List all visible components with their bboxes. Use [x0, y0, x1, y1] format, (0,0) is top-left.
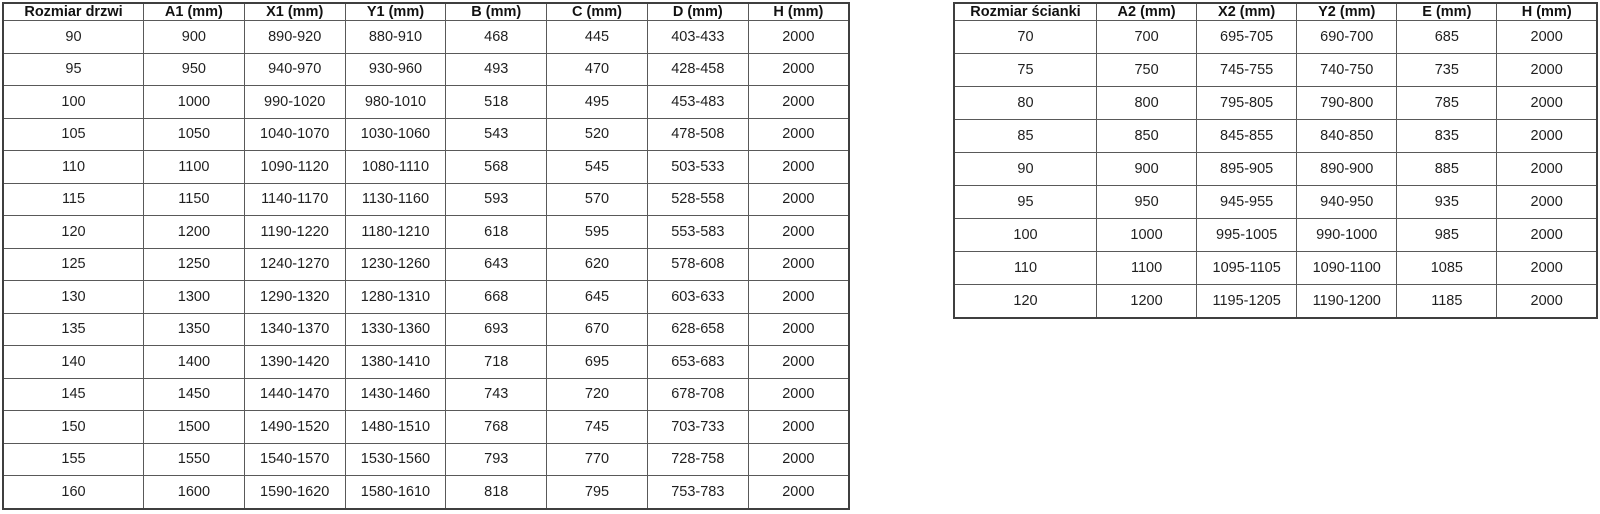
table-cell: 110: [3, 151, 144, 184]
table-cell: 595: [547, 216, 648, 249]
table-cell: 468: [446, 21, 547, 54]
table-row: [3, 313, 849, 346]
table-cell: 2000: [1497, 21, 1597, 54]
table-cell: 1600: [144, 476, 245, 510]
table-cell: 1500: [144, 411, 245, 444]
door-sizes-table: [2, 2, 850, 510]
table-row: [3, 183, 849, 216]
table-cell: 518: [446, 86, 547, 119]
header-row: [954, 3, 1597, 21]
table-row: [3, 151, 849, 184]
table-cell: 930-960: [345, 53, 446, 86]
table-cell: 950: [144, 53, 245, 86]
table-cell: 2000: [1497, 218, 1597, 251]
table-cell: 1190-1220: [244, 216, 345, 249]
table-cell: 95: [954, 185, 1097, 218]
table-cell: 1540-1570: [244, 443, 345, 476]
table-cell: 740-750: [1297, 53, 1397, 86]
table-cell: 110: [954, 251, 1097, 284]
table-cell: 2000: [748, 53, 849, 86]
table-cell: 1550: [144, 443, 245, 476]
table-cell: 628-658: [647, 313, 748, 346]
table-cell: 770: [547, 443, 648, 476]
table-cell: 2000: [1497, 86, 1597, 119]
table-cell: 603-633: [647, 281, 748, 314]
table-cell: 120: [954, 284, 1097, 318]
table-cell: 735: [1397, 53, 1497, 86]
table-cell: 553-583: [647, 216, 748, 249]
table-cell: 1380-1410: [345, 346, 446, 379]
table-cell: 935: [1397, 185, 1497, 218]
table-cell: 543: [446, 118, 547, 151]
table-cell: 2000: [748, 118, 849, 151]
table-cell: 125: [3, 248, 144, 281]
table-row: [3, 443, 849, 476]
table-cell: 1290-1320: [244, 281, 345, 314]
table-cell: 2000: [748, 378, 849, 411]
table-cell: 100: [954, 218, 1097, 251]
table-cell: 1090-1120: [244, 151, 345, 184]
table-cell: 2000: [1497, 185, 1597, 218]
table-cell: 653-683: [647, 346, 748, 379]
column-header: D (mm): [647, 3, 748, 21]
table-cell: 2000: [1497, 284, 1597, 318]
header-row: [3, 3, 849, 21]
column-header: C (mm): [547, 3, 648, 21]
table-cell: 493: [446, 53, 547, 86]
table-row: [954, 21, 1597, 54]
table-cell: 900: [144, 21, 245, 54]
table-cell: 785: [1397, 86, 1497, 119]
table-cell: 690-700: [1297, 21, 1397, 54]
table-cell: 668: [446, 281, 547, 314]
table-cell: 2000: [748, 346, 849, 379]
table-cell: 693: [446, 313, 547, 346]
table-cell: 743: [446, 378, 547, 411]
table-row: [3, 346, 849, 379]
table-cell: 120: [3, 216, 144, 249]
table-cell: 940-970: [244, 53, 345, 86]
table-cell: 2000: [748, 21, 849, 54]
table-cell: 1230-1260: [345, 248, 446, 281]
table-cell: 1100: [1097, 251, 1197, 284]
column-header: Y2 (mm): [1297, 3, 1397, 21]
table-cell: 593: [446, 183, 547, 216]
table-cell: 2000: [1497, 251, 1597, 284]
table-cell: 685: [1397, 21, 1497, 54]
table-cell: 145: [3, 378, 144, 411]
table-cell: 1100: [144, 151, 245, 184]
column-header: E (mm): [1397, 3, 1497, 21]
table-cell: 1580-1610: [345, 476, 446, 510]
table-cell: 520: [547, 118, 648, 151]
table-cell: 695-705: [1197, 21, 1297, 54]
table-cell: 1185: [1397, 284, 1497, 318]
column-header: Y1 (mm): [345, 3, 446, 21]
table-cell: 678-708: [647, 378, 748, 411]
table-cell: 900: [1097, 152, 1197, 185]
table-cell: 1000: [144, 86, 245, 119]
table-cell: 695: [547, 346, 648, 379]
table-cell: 130: [3, 281, 144, 314]
table-cell: 793: [446, 443, 547, 476]
table-row: [954, 86, 1597, 119]
table-cell: 1300: [144, 281, 245, 314]
table-cell: 1390-1420: [244, 346, 345, 379]
table-cell: 570: [547, 183, 648, 216]
table-cell: 150: [3, 411, 144, 444]
table-cell: 790-800: [1297, 86, 1397, 119]
table-cell: 890-900: [1297, 152, 1397, 185]
table-cell: 470: [547, 53, 648, 86]
table-cell: 453-483: [647, 86, 748, 119]
table-cell: 728-758: [647, 443, 748, 476]
column-header: A1 (mm): [144, 3, 245, 21]
table-cell: 1590-1620: [244, 476, 345, 510]
table-cell: 95: [3, 53, 144, 86]
table-row: [954, 251, 1597, 284]
table-row: [3, 281, 849, 314]
table-row: [954, 218, 1597, 251]
table-row: [954, 152, 1597, 185]
table-cell: 745-755: [1197, 53, 1297, 86]
table-cell: 768: [446, 411, 547, 444]
table-cell: 2000: [1497, 53, 1597, 86]
table-cell: 895-905: [1197, 152, 1297, 185]
table-cell: 720: [547, 378, 648, 411]
table-cell: 985: [1397, 218, 1497, 251]
table-cell: 2000: [748, 443, 849, 476]
table-cell: 2000: [748, 248, 849, 281]
table-row: [3, 411, 849, 444]
table-row: [3, 378, 849, 411]
table-cell: 2000: [748, 476, 849, 510]
table-cell: 495: [547, 86, 648, 119]
table-cell: 990-1020: [244, 86, 345, 119]
table-cell: 1280-1310: [345, 281, 446, 314]
table-row: [954, 284, 1597, 318]
table-cell: 990-1000: [1297, 218, 1397, 251]
table-cell: 890-920: [244, 21, 345, 54]
table-cell: 1195-1205: [1197, 284, 1297, 318]
table-cell: 2000: [748, 281, 849, 314]
table-cell: 1090-1100: [1297, 251, 1397, 284]
table-row: [3, 476, 849, 510]
table-cell: 1085: [1397, 251, 1497, 284]
table-cell: 528-558: [647, 183, 748, 216]
column-header: X1 (mm): [244, 3, 345, 21]
table-cell: 90: [3, 21, 144, 54]
table-cell: 618: [446, 216, 547, 249]
table-cell: 643: [446, 248, 547, 281]
wall-panel-sizes-table: [953, 2, 1598, 319]
table-cell: 753-783: [647, 476, 748, 510]
table-cell: 568: [446, 151, 547, 184]
table-cell: 105: [3, 118, 144, 151]
table-cell: 818: [446, 476, 547, 510]
table-cell: 135: [3, 313, 144, 346]
table-cell: 1030-1060: [345, 118, 446, 151]
table-cell: 795: [547, 476, 648, 510]
table-cell: 1240-1270: [244, 248, 345, 281]
table-cell: 1430-1460: [345, 378, 446, 411]
table-cell: 840-850: [1297, 119, 1397, 152]
table-cell: 1330-1360: [345, 313, 446, 346]
table-cell: 1490-1520: [244, 411, 345, 444]
table-row: [3, 248, 849, 281]
table-cell: 718: [446, 346, 547, 379]
table-cell: 140: [3, 346, 144, 379]
table-cell: 1440-1470: [244, 378, 345, 411]
table-row: [3, 21, 849, 54]
table-cell: 545: [547, 151, 648, 184]
table-cell: 2000: [1497, 119, 1597, 152]
column-header: H (mm): [1497, 3, 1597, 21]
table-cell: 1040-1070: [244, 118, 345, 151]
table-cell: 1450: [144, 378, 245, 411]
table-cell: 1080-1110: [345, 151, 446, 184]
table-cell: 700: [1097, 21, 1197, 54]
table-cell: 670: [547, 313, 648, 346]
table-row: [954, 53, 1597, 86]
table-cell: 1095-1105: [1197, 251, 1297, 284]
table-cell: 1200: [144, 216, 245, 249]
table-cell: 850: [1097, 119, 1197, 152]
table-cell: 940-950: [1297, 185, 1397, 218]
table-cell: 1350: [144, 313, 245, 346]
column-header: Rozmiar drzwi: [3, 3, 144, 21]
table-cell: 2000: [748, 216, 849, 249]
table-cell: 795-805: [1197, 86, 1297, 119]
table-cell: 75: [954, 53, 1097, 86]
table-cell: 1000: [1097, 218, 1197, 251]
table-cell: 503-533: [647, 151, 748, 184]
table-cell: 1530-1560: [345, 443, 446, 476]
table-cell: 645: [547, 281, 648, 314]
table-cell: 1200: [1097, 284, 1197, 318]
table-cell: 478-508: [647, 118, 748, 151]
table-cell: 445: [547, 21, 648, 54]
table-cell: 995-1005: [1197, 218, 1297, 251]
table-cell: 2000: [1497, 152, 1597, 185]
table-cell: 1340-1370: [244, 313, 345, 346]
table-row: [3, 53, 849, 86]
table-cell: 115: [3, 183, 144, 216]
table-row: [3, 118, 849, 151]
table-cell: 750: [1097, 53, 1197, 86]
table-cell: 80: [954, 86, 1097, 119]
column-header: B (mm): [446, 3, 547, 21]
table-row: [3, 216, 849, 249]
table-cell: 945-955: [1197, 185, 1297, 218]
table-cell: 1190-1200: [1297, 284, 1397, 318]
table-cell: 980-1010: [345, 86, 446, 119]
table-cell: 155: [3, 443, 144, 476]
column-header: Rozmiar ścianki: [954, 3, 1097, 21]
table-cell: 1050: [144, 118, 245, 151]
table-cell: 1180-1210: [345, 216, 446, 249]
column-header: H (mm): [748, 3, 849, 21]
table-cell: 950: [1097, 185, 1197, 218]
column-header: X2 (mm): [1197, 3, 1297, 21]
table-row: [3, 86, 849, 119]
table-cell: 428-458: [647, 53, 748, 86]
table-cell: 70: [954, 21, 1097, 54]
table-cell: 885: [1397, 152, 1497, 185]
table-cell: 845-855: [1197, 119, 1297, 152]
table-cell: 1140-1170: [244, 183, 345, 216]
table-cell: 1150: [144, 183, 245, 216]
table-cell: 1480-1510: [345, 411, 446, 444]
table-cell: 835: [1397, 119, 1497, 152]
table-cell: 160: [3, 476, 144, 510]
table-cell: 2000: [748, 86, 849, 119]
table-cell: 2000: [748, 411, 849, 444]
table-cell: 100: [3, 86, 144, 119]
table-cell: 620: [547, 248, 648, 281]
table-cell: 880-910: [345, 21, 446, 54]
table-row: [954, 185, 1597, 218]
table-cell: 1130-1160: [345, 183, 446, 216]
table-cell: 85: [954, 119, 1097, 152]
table-cell: 1400: [144, 346, 245, 379]
table-cell: 745: [547, 411, 648, 444]
table-cell: 2000: [748, 313, 849, 346]
table-cell: 2000: [748, 151, 849, 184]
table-cell: 703-733: [647, 411, 748, 444]
table-cell: 2000: [748, 183, 849, 216]
table-cell: 578-608: [647, 248, 748, 281]
table-cell: 1250: [144, 248, 245, 281]
table-cell: 403-433: [647, 21, 748, 54]
table-cell: 90: [954, 152, 1097, 185]
column-header: A2 (mm): [1097, 3, 1197, 21]
table-cell: 800: [1097, 86, 1197, 119]
table-row: [954, 119, 1597, 152]
